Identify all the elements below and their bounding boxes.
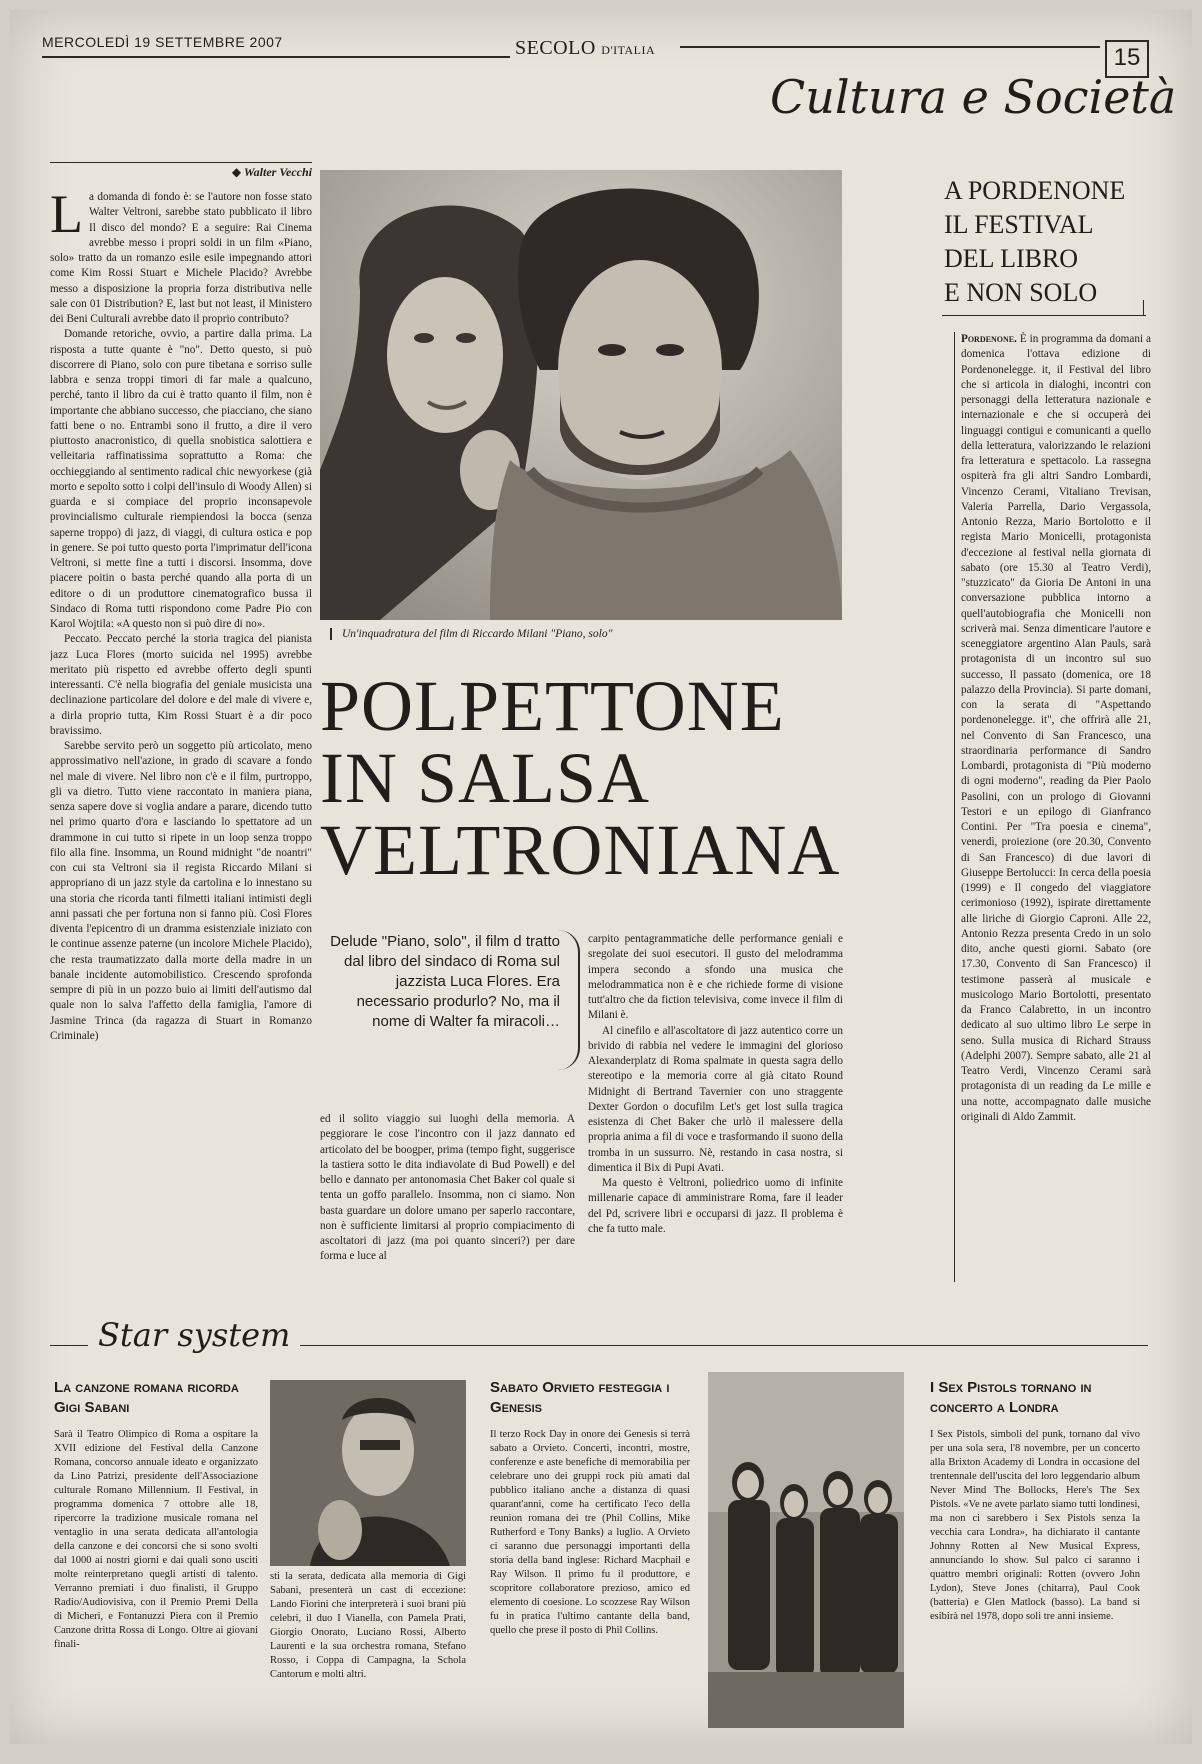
sidebar-headline-line: E NON SOLO <box>944 278 1098 307</box>
film-still-photo <box>320 170 842 620</box>
article-paragraph: carpito pentagrammatiche delle performance geniali e sregolate dei suoi esecutori. Il gusto del melodramma impera secondo a sfondo una musica che melodrammatica non è e che richiede forme di visione tutt'altro che da fiction televisiva, come invece il film di Milani è. <box>588 933 843 1022</box>
sidebar-article <box>954 332 1151 1282</box>
sidebar-dateline: Pordenone. <box>961 333 1017 345</box>
page-number: 15 <box>1105 40 1149 78</box>
section-title: Cultura e Società <box>770 70 1177 124</box>
film-still-image <box>320 170 842 620</box>
article-column-1 <box>50 190 312 1280</box>
brief-paragraph: Il terzo Rock Day in onore dei Genesis si terrà sabato a Orvieto. Concerti, incontri, mostre, conferenze e aste benefiche di memorabilia per celebrare uno dei gruppi rock più amati dal pubblico italiano anche a distanza di quasi quarant'anni, come ha certificato l'eco della reunion romana dei tre (Phil Collins, Mike Rutherford e Tony Banks) a luglio. A Orvieto ci saranno due personaggi importanti della storia della band inglese: Richard Macphail e Ray Wilson. Il primo fu il produttore, e scopritore collaboratore prezioso, amico ed elemento di coesione. Lo scozzese Ray Wilson fu in pratica l'ultimo cantante della band, quello che prese il posto di Phil Collins. <box>490 1429 690 1636</box>
header-rule-left <box>42 56 510 58</box>
sidebar-paragraph: Pordenone. È in programma da domani a domenica l'ottava edizione di Pordenonelegge. it, il Festival del libro che si articola in dialoghi, incontri con personaggi della letteratura nazionale e internazionale e che si occuperà dei linguaggi contigui e comunicanti a quello della letteratura, valorizzando le relazioni fra letteratura e spettacolo. La rassegna ospiterà fra gli altri Sandro Lombardi, Vincenzo Cerami, Vitaliano Trevisan, Valeria Parrella, Dario Vergassola, Antonio Rezza, Mario Bortolotto e il regista Mario Monicelli, protagonista d'eccezione al festival nella giornata di sabato (ore 15.30 al Teatro Verdi), "stuzzicato" da Gioria De Antoni in una conversazione pubblica intorno a quell'autobiografia che Monicelli non scriverà mai. Senza dimenticare l'autore e sceneggiatore argentino Alan Pauls, sarà protagonista di un incontro sul suo successo, Il passato (domenica, ore 18 palazzo della Provincia). Si parte domani, con la serata di "Aspettando pordenonelegge. it", che offrirà alle 21, nel Convento di San Francesco, una straordinaria performance di Sandro Lombardi, protagonista di "Più moderno di ogni moderno", reading da Pier Paolo Pasolini, con un prologo di Giovanni Testori e un epilogo di Gianfranco Contini. Per "Tra poesia e cinema", venerdì, proiezione (ore 20.30, Convento di San Francesco) di due lavori di Giuseppe Bertolucci: In cerca della poesia (1999) e Il congedo del viaggiatore cerimonioso (1992), ispirate direttamente alle liriche di Giorgio Caproni. Alle 22, Antonio Rezza presenta Credo in un solo dito, anche questi giorni. Sabato (ore 17.30, Convento di San Francesco) il testimone passerà al musicale e musicologo Mario Bortolotti, presentato da Franco Calabretto, in un incontro dedicato al suo ultimo libro Le serpe in seno. Sulla musica di Richard Strauss (Adelphi 2007). Sempre sabato, alle 21 al Teatro Verdi, Vincenzo Cerami sarà protagonista di un reading da Le mille e una notte, accompagnato dalle musiche originali di Aldo Zammit. <box>961 333 1151 1123</box>
newspaper-name <box>515 37 655 60</box>
brief-text-col-1 <box>54 1428 258 1728</box>
pull-quote: Delude "Piano, solo", il film d tratto dal libro del sindaco di Roma sul jazzista Luca Flores. Era necessario produrlo? No, ma il nome di Walter fa miracoli… <box>330 933 560 1030</box>
article-paragraph: Al cinefilo e all'ascoltatore di jazz autentico corre un brivido di rabbia nel vedere le immagini del glorioso Alexanderplatz di Roma spalmate in questa sagra dello stereotipo e la memoria corre al già citato Round Midnight di Bertrand Tavernier con uno straggente Dexter Gordon o docufilm Let's get lost sulla tragica esistenza di Chet Baker che urlò il malessere della propria anima a fil di voce e trasformando il suono della tromba in un sussurro. Nè, restando in casa nostra, si dimentica il Bix di Pupi Avati. <box>588 1024 843 1174</box>
headline-line: IN SALSA <box>320 738 651 818</box>
brief-text <box>930 1428 1140 1728</box>
byline: ◆ Walter Vecchi <box>50 162 312 180</box>
sidebar-headline-line: IL FESTIVAL <box>944 210 1094 239</box>
article-headline <box>320 666 860 890</box>
portrait-image <box>270 1380 466 1566</box>
article-paragraph: La domanda di fondo è: se l'autore non fosse stato Walter Veltroni, sarebbe stato pubblicato il libro Il disco del mondo? E a seguire: Rai Cinema avrebbe messo i propri soldi in un film «Piano, solo» tratto da un romanzo esile esile impegnando attori come Kim Rossi Stuart e Michele Placido? Avrebbe messo a disposizione la propria forza distributiva nelle sale con 01 Distribution? E, last but not least, il Ministero dei Beni Culturali avrebbe dato il proprio contributo? <box>50 190 312 325</box>
newspaper-page <box>10 10 1192 1744</box>
sidebar-headline-line: A PORDENONE <box>944 176 1126 205</box>
sidebar-rule <box>942 315 1146 316</box>
article-paragraph: ed il solito viaggio sui luoghi della memoria. A peggiorare le cose l'incontro con il jazz dannato ed articolato del be boogper, prima (tempo fight, suggerisce la tastiera sotto le dita indiavolate di Bud Powell) e del bello e dannato per antonomasia Chet Baker col quale si tenta un goffo parallelo. Insomma, non ci siamo. Non basta guardare un dolore umano per saperlo raccontare, non è sufficiente limitarsi al proprio compiacimento di ascoltatori di jazz (ma poi quanto sinceri?) per dare forma e luce al <box>320 1113 575 1263</box>
newspaper-name-main: SECOLO <box>515 37 596 59</box>
sidebar-headline <box>944 174 1144 310</box>
headline-line: VELTRONIANA <box>320 810 841 890</box>
issue-date: MERCOLEDÌ 19 SETTEMBRE 2007 <box>42 34 283 50</box>
star-system-title: Star system <box>88 1316 300 1354</box>
drop-cap: L <box>50 190 83 244</box>
band-photo-image <box>708 1372 904 1728</box>
brief-headline: I Sex Pistols tornano in concerto a Londra <box>930 1379 1092 1416</box>
author-name: Walter Vecchi <box>243 165 312 179</box>
article-paragraph: Peccato. Peccato perché la storia tragica del pianista jazz Luca Flores (morto suicida nel 1995) avrebbe meritato più rispetto ed avrebbe offerto degli spunti interessanti. C'è nella biografia del geniale musicista una declinazione particolare del dolore e del male di vivere e, a dirla proprio tutta, Kim Rossi Stuart è a dir poco bravissimo. <box>50 633 312 737</box>
headline-line: POLPETTONE <box>320 666 785 746</box>
sidebar-rule-tick <box>1143 300 1144 316</box>
article-paragraph: Sarebbe servito però un soggetto più articolato, meno approssimativo nell'azione, in grado di scavare a fondo nel male di vivere. Nel libro non c'è e il film, purtroppo, gli va dietro. Tutto viene raccontato in maniera piana, senza sapere dove si voglia andare a parare, dicendo tutto nel primo quarto d'ora e lasciando lo spettatore ad un drammone in cui tutto si ripete in un loop senza troppo filo alla fine. Insomma, un Round midnight "de noantri" con cui sta Veltroni sia il regista Riccardo Milani si appropriano di un jazz style da cartolina e lo innestano su una storia che ricorda tanti filmetti italiani intimisti degli anni passati che per fortuna non si fanno più. Così Flores diventa l'epicentro di un dramma esistenziale iniziato con le continue assenze paterne (un incolore Michele Placido), che resta traumatizzato dalla morte della madre in un banale incidente automobilistico. Crescendo sprofonda sempre di più in un pozzo buio ai limiti dell'autismo dal quale non lo salva l'affetto della famiglia, l'amore di Jasmine Trinca (da ragazza di Stuart in Romanzo Criminale) <box>50 740 312 1042</box>
brief-paragraph: I Sex Pistols, simboli del punk, tornano dal vivo per una sola sera, l'8 novembre, per un concerto alla Brixton Academy di Londra in occasione del trentennale dell'uscita del loro leggendario album Never Mind The Bollocks, Here's The Sex Pistols. «Ve ne avete parlato siamo tutti londinesi, ma non ci sarebbero i Sex Pistols senza la vecchia cara Londra», ha dichiarato il cantante Johnny Rotten al New Musical Express, annunciando lo show. Sul palco ci saranno i quattro membri originali: Rotten (ovvero John Lydon), Steve Jones (chitarra), Paul Cook (batteria) e Glen Matlock (basso). La band si esibirà nel 1978, dopo soli tre anni insieme. <box>930 1429 1140 1622</box>
sex-pistols-photo <box>708 1372 904 1728</box>
brief-headline: Sabato Orvieto festeggia i Genesis <box>490 1379 670 1416</box>
brief-text-col-2 <box>270 1570 466 1725</box>
gigi-sabani-photo <box>270 1380 466 1566</box>
pull-quote-bracket <box>558 930 580 1070</box>
sidebar-headline-line: DEL LIBRO <box>944 244 1079 273</box>
article-paragraph: Domande retoriche, ovvio, a partire dalla prima. La risposta a tutte quante è "no". Detto questo, si può discorrere di Piano, solo con pure tibetana e sorriso sulle labbra e senza troppi timori di far male a qualcuno, perché, tanto il libro da cui è tratto quanto il film, non è importante che abbiano successo, che piacciano, che siano fatti bene o no. Entrambi sono il frutto, a dire il vero piuttosto anacronistico, di quella snobistica salottiera e velleitaria raffinatissima soprattutto a Roma: che occhieggiando al sentimento radical chic newyorkese (già morto e sepolto sotto i colpi dell'insulo di Woody Allen) si guarda e si compiace del proprio inconsapevole provincialismo culturale riempiendosi la bocca (senza saperne troppo) di jazz, di viaggi, di cultura ostica e pop in genere. Se poi tutto questo porta l'imprimatur dell'icona Veltroni, si mette fine a tutti i discorsi. Insomma, dove piacere poitin o basta perché quando alla porta di un editore o di un produttore cinematografico bussa il Sindaco di Roma tutti rispondono come Padre Pio con Karol Wojtila: «A questo non si può dire di no». <box>50 328 312 630</box>
article-paragraph: Ma questo è Veltroni, poliedrico uomo di infinite millenarie capace di amministrare Roma, fare il leader del Pd, scrivere libri e occuparsi di jazz. Il problema è che fa tutto male. <box>588 1177 843 1235</box>
photo-caption: Un'inquadratura del film di Riccardo Milani "Piano, solo" <box>330 628 842 640</box>
header-rule-right <box>680 46 1100 48</box>
brief-paragraph: sti la serata, dedicata alla memoria di Gigi Sabani, presenterà un cast di eccezione: Lando Fiorini che interpreterà i suoi brani più celebri, il duo I Vianella, con Pamela Prati, Giorgio Onorato, Luciano Rossi, Alberto Laurenti e la sua orchestra romana, Stefano Rosso, i Coppa di Campagna, la Schola Cantorum e molti altri. <box>270 1571 466 1680</box>
brief-headline: La canzone romana ricorda Gigi Sabani <box>54 1379 239 1416</box>
article-column-2 <box>320 1112 575 1282</box>
brief-text <box>490 1428 690 1728</box>
article-column-3 <box>588 932 843 1282</box>
newspaper-name-suffix: D'ITALIA <box>601 43 656 57</box>
brief-paragraph: Sarà il Teatro Olimpico di Roma a ospitare la XVII edizione del Festival della Canzone Romana, concorso annuale ideato e organizzato da Lino Patrizi, presidente dell'Associazione culturale Romano Millennium. Il Festival, in programma domenica 7 ottobre alle 18, ripercorre la tradizione musicale romana nel ventaglio in una serata dedicata all'antologia della canzone e dei concorsi che si sono svolti dal 1000 ai nostri giorni e dai quali sono usciti molte reinterpretano quegli artisti di talento. Verranno premiati i duo finalisti, il Gruppo Radio/Audiovisiva, con il Premio Premi Della di Micheri, e Fontanuzzi Piera con il Premio Canzone dritta Rossa di Longo. Oltre ai giovani finali- <box>54 1429 258 1650</box>
